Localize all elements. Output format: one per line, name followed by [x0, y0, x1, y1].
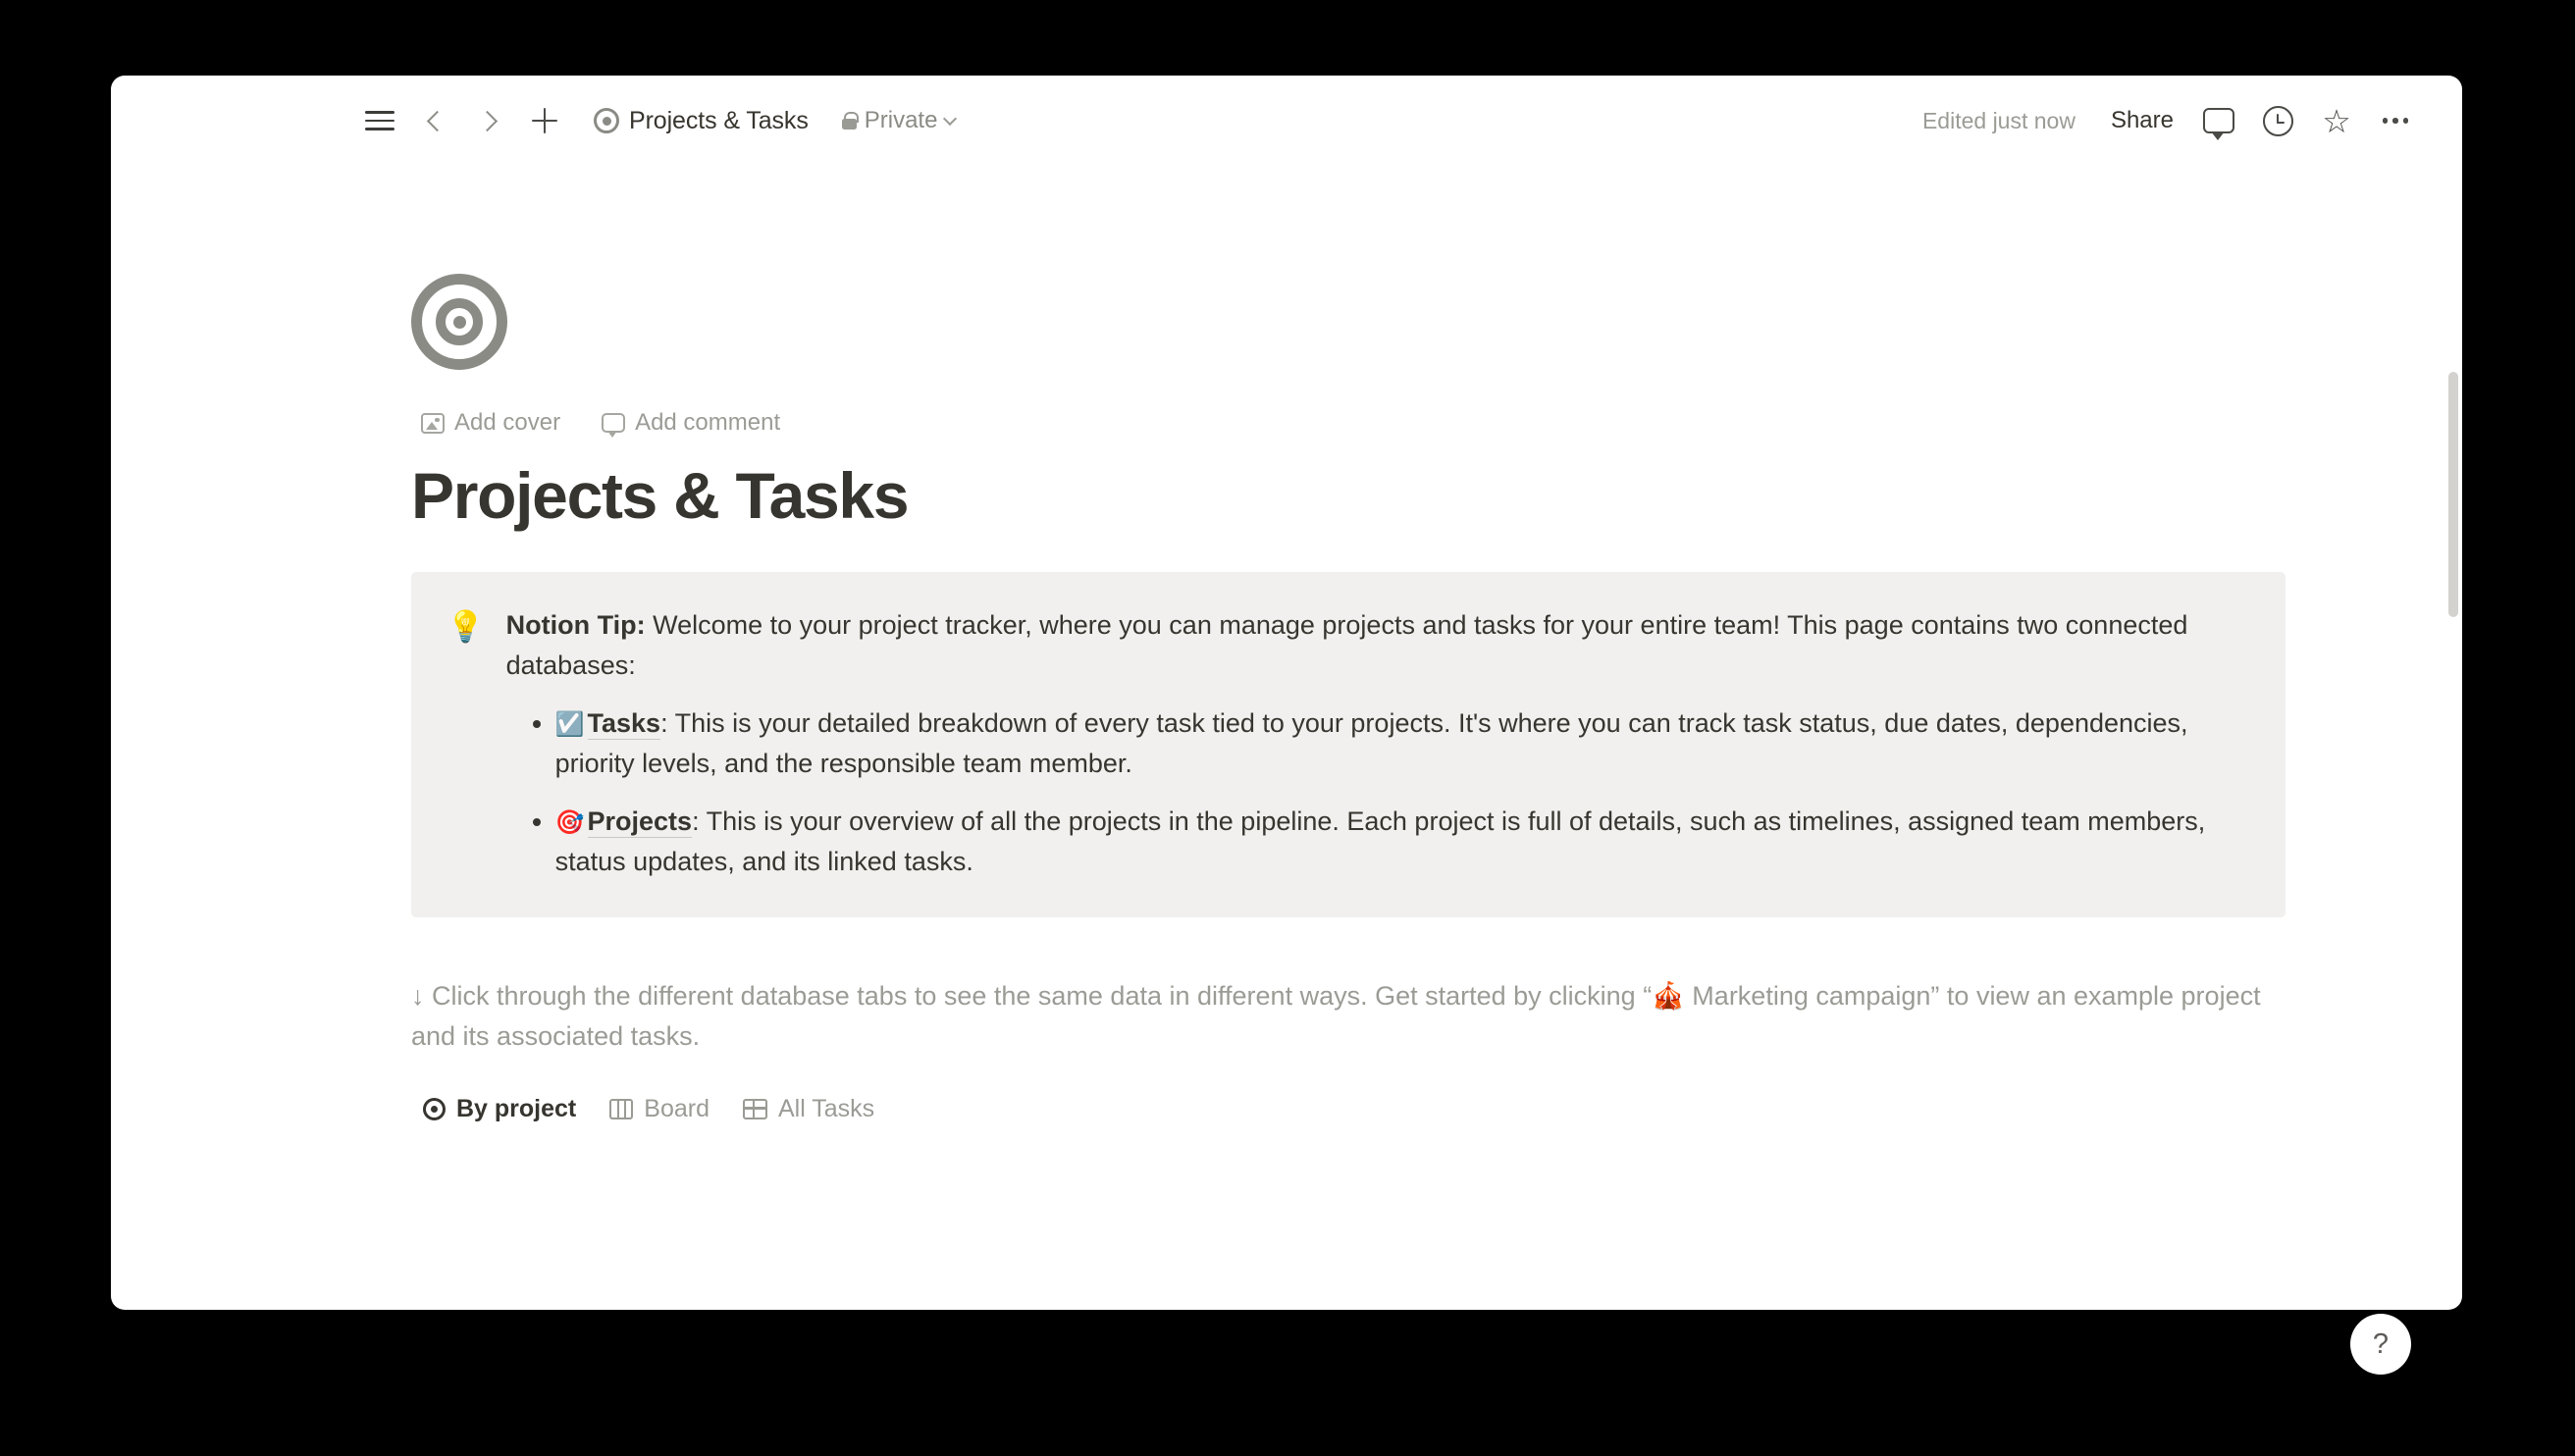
comment-bubble-icon [602, 413, 625, 433]
tab-board[interactable] [598, 1089, 721, 1129]
top-bar-right [1922, 93, 2423, 148]
add-comment-label: Add comment [635, 409, 781, 436]
image-icon [421, 413, 445, 434]
target-icon [423, 1098, 446, 1120]
page-actions [415, 405, 2286, 441]
lightbulb-icon: 💡 [447, 609, 485, 644]
chevron-right-icon[interactable] [462, 93, 517, 148]
board-icon [609, 1099, 633, 1119]
target-emoji-icon: 🎯 [554, 809, 585, 837]
scrollbar[interactable] [2448, 372, 2458, 1406]
help-button[interactable]: ? [2350, 1314, 2411, 1375]
callout-list [520, 703, 2246, 882]
top-bar-left [352, 93, 965, 148]
breadcrumb[interactable] [584, 101, 818, 141]
share-button[interactable]: Share [2110, 107, 2174, 133]
tab-label: All Tasks [777, 1095, 875, 1123]
page-target-icon[interactable] [411, 274, 507, 370]
chevron-left-icon[interactable] [407, 93, 462, 148]
checkbox-icon: ☑️ [554, 711, 585, 739]
list-item-text: : This is your detailed breakdown of every task tied to your projects. It's where you can track task status, due dates, dependencies, priority levels, and the responsible team member. [554, 708, 2188, 779]
callout-lead-text: Welcome to your project tracker, where you can manage projects and tasks for your entire team! This page contains two connected databases: [505, 610, 2188, 681]
list-item [555, 802, 2246, 882]
lock-icon [842, 112, 857, 130]
tab-label: By project [456, 1095, 577, 1123]
notion-window [111, 76, 2462, 1360]
add-cover-label: Add cover [454, 409, 561, 436]
edited-status: Edited just now [1921, 107, 2076, 133]
page-content [111, 274, 2462, 1129]
callout-lead-bold: Notion Tip: [505, 610, 646, 640]
tab-label: Board [644, 1095, 709, 1123]
tab-all-tasks[interactable] [731, 1089, 886, 1129]
page-title[interactable]: Projects & Tasks [411, 459, 909, 532]
star-icon[interactable]: ☆ [2322, 102, 2351, 139]
privacy-selector[interactable] [832, 101, 966, 140]
table-icon [743, 1099, 767, 1119]
target-icon [594, 108, 619, 133]
plus-icon[interactable] [517, 93, 572, 148]
page-body [111, 274, 2462, 1418]
add-comment-button[interactable] [596, 405, 786, 441]
breadcrumb-title: Projects & Tasks [629, 106, 809, 134]
projects-link[interactable]: Projects [587, 806, 693, 837]
clock-icon[interactable] [2250, 93, 2305, 148]
comment-icon[interactable] [2191, 93, 2246, 148]
add-cover-button[interactable] [415, 405, 566, 441]
callout-block [411, 572, 2286, 917]
callout-lead [506, 605, 2246, 686]
more-horizontal-icon[interactable] [2368, 93, 2423, 148]
privacy-label: Private [864, 107, 938, 133]
database-tabs [411, 1089, 2286, 1129]
list-item [555, 703, 2246, 784]
tab-by-project[interactable] [411, 1089, 588, 1129]
callout-body [506, 605, 2246, 882]
list-item-text: : This is your overview of all the projects in the pipeline. Each project is full of details, such as timelines, assigned team members, status updates, and its linked tasks. [554, 806, 2206, 877]
top-bar [111, 76, 2462, 166]
hamburger-icon[interactable] [352, 93, 407, 148]
hint-text: ↓ Click through the different database tabs to see the same data in different ways. Get started by clicking “🎪 Marketing campaign” to view an example project and its associated tasks. [411, 981, 2261, 1051]
scrollbar-thumb[interactable] [2448, 372, 2458, 617]
tasks-link[interactable]: Tasks [587, 708, 661, 739]
chevron-down-icon [943, 111, 957, 125]
